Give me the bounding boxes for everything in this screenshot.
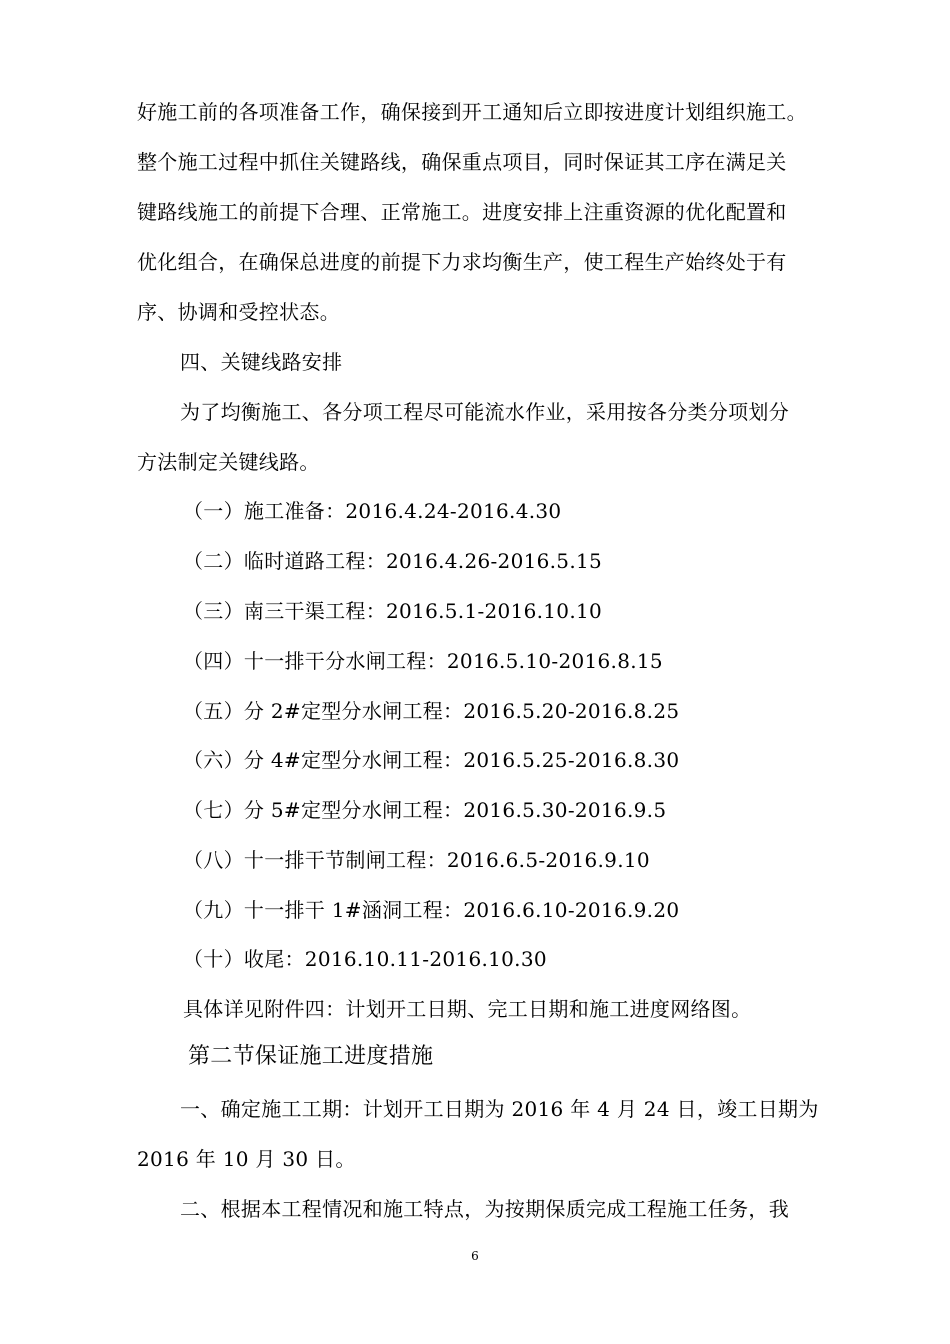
schedule-item: （十）收尾：2016.10.11-2016.10.30 [183,947,547,971]
paragraph-line: 好施工前的各项准备工作，确保接到开工通知后立即按进度计划组织施工。 [137,100,807,124]
chapter-section-heading: 第二节保证施工进度措施 [188,1044,434,1069]
schedule-item: （五）分 2#定型分水闸工程：2016.5.20-2016.8.25 [183,699,680,723]
schedule-item: （三）南三干渠工程：2016.5.1-2016.10.10 [183,599,603,623]
schedule-item: （七）分 5#定型分水闸工程：2016.5.30-2016.9.5 [183,798,667,822]
paragraph-line: 二、根据本工程情况和施工特点，为按期保质完成工程施工任务，我 [180,1197,789,1221]
paragraph-line: 2016 年 10 月 30 日。 [137,1147,356,1171]
schedule-item: （九）十一排干 1#涵洞工程：2016.6.10-2016.9.20 [183,898,680,922]
paragraph-line: 为了均衡施工、各分项工程尽可能流水作业，采用按各分类分项划分 [180,400,789,424]
schedule-item: （一）施工准备：2016.4.24-2016.4.30 [183,499,562,523]
schedule-item: （六）分 4#定型分水闸工程：2016.5.25-2016.8.30 [183,748,680,772]
paragraph-line: 序、协调和受控状态。 [137,300,340,324]
page-number: 6 [471,1249,479,1263]
attachment-note: 具体详见附件四：计划开工日期、完工日期和施工进度网络图。 [183,997,752,1021]
schedule-item: （二）临时道路工程：2016.4.26-2016.5.15 [183,549,603,573]
paragraph-line: 键路线施工的前提下合理、正常施工。进度安排上注重资源的优化配置和 [137,200,787,224]
paragraph-line: 方法制定关键线路。 [137,450,320,474]
paragraph-line: 一、确定施工工期：计划开工日期为 2016 年 4 月 24 日，竣工日期为 [180,1097,819,1121]
paragraph-line: 优化组合，在确保总进度的前提下力求均衡生产，使工程生产始终处于有 [137,250,787,274]
paragraph-line: 整个施工过程中抓住关键路线，确保重点项目，同时保证其工序在满足关 [137,150,787,174]
section-heading: 四、关键线路安排 [180,350,343,374]
schedule-item: （四）十一排干分水闸工程：2016.5.10-2016.8.15 [183,649,663,673]
schedule-item: （八）十一排干节制闸工程：2016.6.5-2016.9.10 [183,848,650,872]
